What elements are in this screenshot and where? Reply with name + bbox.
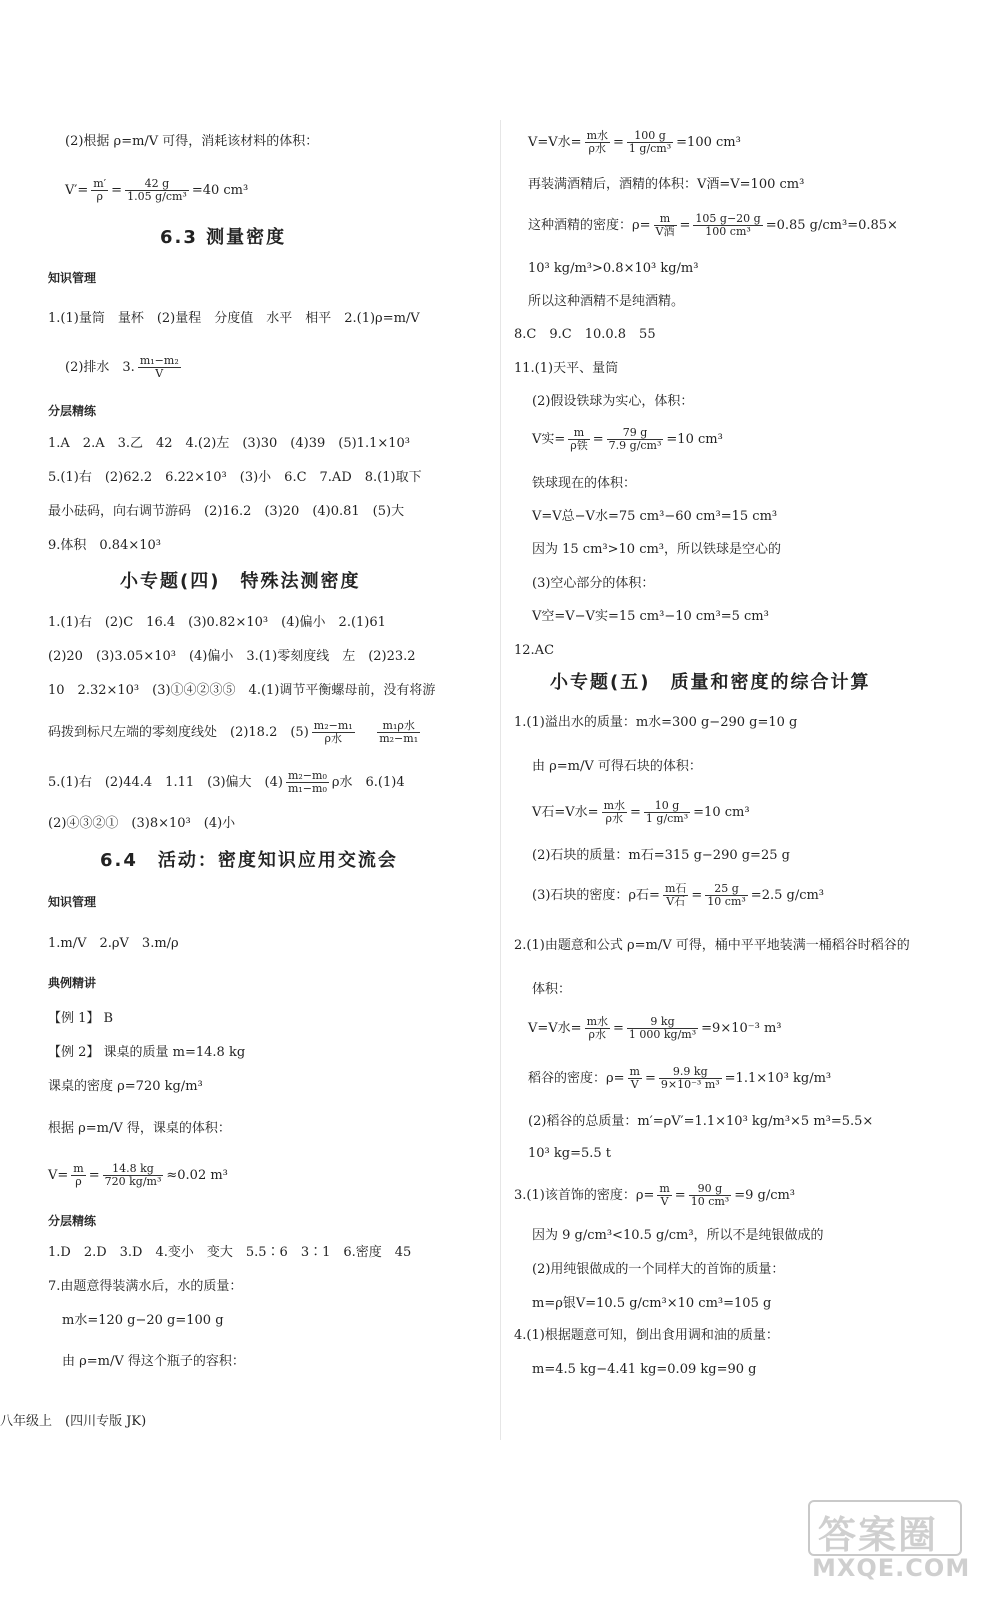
- left-line-24: 由 ρ=m/V 得这个瓶子的容积：: [62, 1354, 245, 1369]
- right-formula-20: (3)石块的密度：ρ石= $\frac{\text{m石}}{\text{V石}}$ = $\frac{25 g}{\text{10 cm³}}$ =2.5 g/cm³: [532, 882, 825, 908]
- left-line-10: (2)20 (3)3.05×10³ (4)偏小 3.(1)零刻度线 左 (2)23.2: [48, 649, 416, 664]
- right-line-29: (2)用纯银做成的一个同样大的首饰的质量：: [532, 1262, 785, 1277]
- left-line-9: 1.(1)右 (2)C 16.4 (3)0.82×10³ (4)偏小 2.(1)61: [48, 615, 386, 630]
- subheading-practice: 分层精练: [48, 404, 97, 418]
- section-heading-topic-4: 小专题(四) 特殊法测密度: [120, 571, 361, 592]
- left-line-3: 1.(1)量筒 量杯 (2)量程 分度值 水平 相平 2.(1)ρ=m/V: [48, 311, 420, 326]
- left-line-8: 9.体积 0.84×10³: [48, 538, 161, 553]
- left-line-16: 【例 1】 B: [48, 1011, 114, 1026]
- fraction: $\frac{m}{\rho}$: [73, 1162, 84, 1188]
- right-line-32: m=4.5 kg−4.41 kg=0.09 kg=90 g: [532, 1362, 757, 1377]
- left-line-13: 5.(1)右 (2)44.4 1.11 (3)偏大 (4) $\frac{\text{m₂−m₀}}{\text{m₁−m₀}}$ ρ水 6.(1)4: [48, 769, 405, 795]
- right-line-12: 因为 15 cm³>10 cm³，所以铁球是空心的: [532, 542, 782, 557]
- fraction: $\frac{m}{V}$: [659, 1182, 670, 1208]
- column-divider: [500, 120, 501, 1440]
- right-line-14: V空=V−V实=15 cm³−10 cm³=5 cm³: [532, 609, 769, 624]
- left-line-23: m水=120 g−20 g=100 g: [62, 1313, 224, 1328]
- subheading-practice-2: 分层精练: [48, 1214, 97, 1228]
- right-line-4: 10³ kg/m³>0.8×10³ kg/m³: [528, 261, 699, 276]
- left-line-12: 码拨到标尺左端的零刻度线处 (2)18.2 (5) $\frac{\text{m₂−m₁}}{\text{ρ水}}$ $\frac{\text{m₁ρ水}}{\text{m₂−m₁}}$: [48, 719, 419, 745]
- section-heading-6-4: 6.4 活动：密度知识应用交流会: [100, 850, 398, 871]
- right-line-11: V=V总−V水=75 cm³−60 cm³=15 cm³: [532, 509, 778, 524]
- left-line-14: (2)④③②① (3)8×10³ (4)小: [48, 816, 236, 831]
- subheading-examples: 典例精讲: [48, 976, 97, 990]
- fraction: $\frac{90 g}{\text{10 cm³}}$: [690, 1182, 730, 1208]
- fraction: $\frac{m}{\text{ρ铁}}$: [570, 426, 588, 452]
- right-line-15: 12.AC: [514, 643, 555, 658]
- right-line-31: 4.(1)根据题意可知，倒出食用调和油的质量：: [514, 1328, 779, 1343]
- right-formula-3: 这种酒精的密度：ρ= $\frac{m}{\text{V酒}}$ = $\frac{105 g-20 g}{\text{100 cm³}}$ =0.85 g/cm³=0.85×: [528, 212, 898, 238]
- right-line-13: (3)空心部分的体积：: [532, 576, 655, 591]
- right-line-26: 10³ kg=5.5 t: [528, 1146, 612, 1161]
- right-formula-9: V实= $\frac{m}{\text{ρ铁}}$ = $\frac{79 g}{\text{7.9 g/cm³}}$ =10 cm³: [532, 426, 723, 452]
- right-formula-18: V石=V水= $\frac{\text{m水}}{\text{ρ水}}$ = $\frac{10 g}{\text{1 g/cm³}}$ =10 cm³: [532, 799, 750, 825]
- watermark-text-bottom: MXQE.COM: [812, 1554, 971, 1582]
- right-line-2: 再装满酒精后，酒精的体积：V酒=V=100 cm³: [528, 177, 805, 192]
- fraction: $\frac{m'}{\rho}$: [93, 177, 107, 203]
- left-line-5: 1.A 2.A 3.乙 42 4.(2)左 (3)30 (4)39 (5)1.1×10³: [48, 436, 410, 451]
- fraction: $\frac{79 g}{\text{7.9 g/cm³}}$: [608, 426, 662, 452]
- subheading-knowledge-2: 知识管理: [48, 895, 97, 909]
- left-line-1: (2)根据 ρ=m/V 可得，消耗该材料的体积：: [65, 134, 319, 149]
- fraction: $\frac{\text{m₁ρ水}}{\text{m₂−m₁}}$: [379, 719, 419, 745]
- left-line-6: 5.(1)右 (2)62.2 6.22×10³ (3)小 6.C 7.AD 8.(1)取下: [48, 470, 422, 485]
- fraction: $\frac{10 g}{\text{1 g/cm³}}$: [645, 799, 689, 825]
- left-line-4: (2)排水 3. $\frac{\text{m₁−m₂}}{V}$: [65, 354, 179, 380]
- fraction: $\frac{\text{m水}}{\text{ρ水}}$: [603, 799, 625, 825]
- left-line-15: 1.m/V 2.ρV 3.m/ρ: [48, 936, 179, 951]
- right-line-10: 铁球现在的体积：: [532, 476, 637, 491]
- fraction: $\frac{\text{m石}}{\text{V石}}$: [664, 882, 687, 908]
- right-line-17: 由 ρ=m/V 可得石块的体积：: [532, 759, 702, 774]
- right-line-25: (2)稻谷的总质量：m′=ρV′=1.1×10³ kg/m³×5 m³=5.5×: [528, 1114, 874, 1129]
- right-line-19: (2)石块的质量：m石=315 g−290 g=25 g: [532, 848, 790, 863]
- left-line-7: 最小砝码，向右调节游码 (2)16.2 (3)20 (4)0.81 (5)大: [48, 504, 405, 519]
- page-footer: 八年级上 (四川专版 JK): [0, 1414, 147, 1429]
- right-line-22: 体积：: [532, 982, 572, 997]
- right-line-28: 因为 9 g/cm³<10.5 g/cm³，所以不是纯银做成的: [532, 1228, 824, 1243]
- fraction: $\frac{100 g}{\text{1 g/cm³}}$: [628, 129, 672, 155]
- fraction: $\frac{105 g-20 g}{\text{100 cm³}}$: [695, 212, 761, 238]
- left-line-11: 10 2.32×10³ (3)①④②③⑤ 4.(1)调节平衡螺母前，没有将游: [48, 683, 436, 698]
- right-line-21: 2.(1)由题意和公式 ρ=m/V 可得，桶中平平地装满一桶稻谷时稻谷的: [514, 938, 910, 953]
- right-line-30: m=ρ银V=10.5 g/cm³×10 cm³=105 g: [532, 1296, 772, 1311]
- right-formula-1: V=V水= $\frac{\text{m水}}{\text{ρ水}}$ = $\frac{100 g}{\text{1 g/cm³}}$ =100 cm³: [528, 129, 741, 155]
- fraction: $\frac{\text{m水}}{\text{ρ水}}$: [586, 1015, 608, 1041]
- right-line-16: 1.(1)溢出水的质量：m水=300 g−290 g=10 g: [514, 715, 798, 730]
- right-line-6: 8.C 9.C 10.0.8 55: [514, 327, 656, 342]
- fraction: $\frac{14.8 kg}{\text{720 kg/m³}}$: [104, 1162, 162, 1188]
- right-line-8: (2)假设铁球为实心，体积：: [532, 394, 694, 409]
- left-line-21: 1.D 2.D 3.D 4.变小 变大 5.5∶6 3∶1 6.密度 45: [48, 1245, 412, 1260]
- right-formula-23: V=V水= $\frac{\text{m水}}{\text{ρ水}}$ = $\frac{9 kg}{\text{1 000 kg/m³}}$ =9×10⁻³ m³: [528, 1015, 782, 1041]
- left-line-22: 7.由题意得装满水后，水的质量：: [48, 1279, 243, 1294]
- fraction: $\frac{m}{\text{V酒}}$: [655, 212, 675, 238]
- left-formula-2: V′= $\frac{m'}{\rho}$ = $\frac{42 g}{\text{1.05 g/cm³}}$ =40 cm³: [65, 177, 249, 203]
- fraction: $\frac{\text{m₂−m₁}}{\text{ρ水}}$: [313, 719, 353, 745]
- left-formula-20: V= $\frac{m}{\rho}$ = $\frac{14.8 kg}{\text{720 kg/m³}}$ ≈0.02 m³: [48, 1162, 228, 1188]
- left-line-17: 【例 2】 课桌的质量 m=14.8 kg: [48, 1045, 246, 1060]
- right-line-5: 所以这种酒精不是纯酒精。: [528, 294, 685, 309]
- fraction: $\frac{42 g}{\text{1.05 g/cm³}}$: [127, 177, 187, 203]
- right-formula-24: 稻谷的密度：ρ= $\frac{m}{V}$ = $\frac{9.9 kg}{\text{9×10⁻³ m³}}$ =1.1×10³ kg/m³: [528, 1065, 832, 1091]
- fraction: $\frac{m}{V}$: [629, 1065, 640, 1091]
- subheading-knowledge: 知识管理: [48, 271, 97, 285]
- watermark-text-top: 答案圈: [818, 1513, 939, 1557]
- section-heading-6-3: 6.3 测量密度: [160, 227, 287, 248]
- fraction: $\frac{9.9 kg}{\text{9×10⁻³ m³}}$: [660, 1065, 720, 1091]
- fraction: $\frac{\text{m₁−m₂}}{V}$: [139, 354, 179, 380]
- right-formula-27: 3.(1)该首饰的密度：ρ= $\frac{m}{V}$ = $\frac{90 g}{\text{10 cm³}}$ =9 g/cm³: [514, 1182, 796, 1208]
- fraction: $\frac{\text{m水}}{\text{ρ水}}$: [586, 129, 608, 155]
- watermark-logo: [808, 1500, 978, 1580]
- section-heading-topic-5: 小专题(五) 质量和密度的综合计算: [550, 672, 871, 693]
- fraction: $\frac{\text{m₂−m₀}}{\text{m₁−m₀}}$: [287, 769, 327, 795]
- left-line-18: 课桌的密度 ρ=720 kg/m³: [48, 1079, 203, 1094]
- left-line-19: 根据 ρ=m/V 得，课桌的体积：: [48, 1121, 231, 1136]
- fraction: $\frac{9 kg}{\text{1 000 kg/m³}}$: [628, 1015, 697, 1041]
- fraction: $\frac{25 g}{\text{10 cm³}}$: [707, 882, 746, 908]
- right-line-7: 11.(1)天平、量筒: [514, 361, 619, 376]
